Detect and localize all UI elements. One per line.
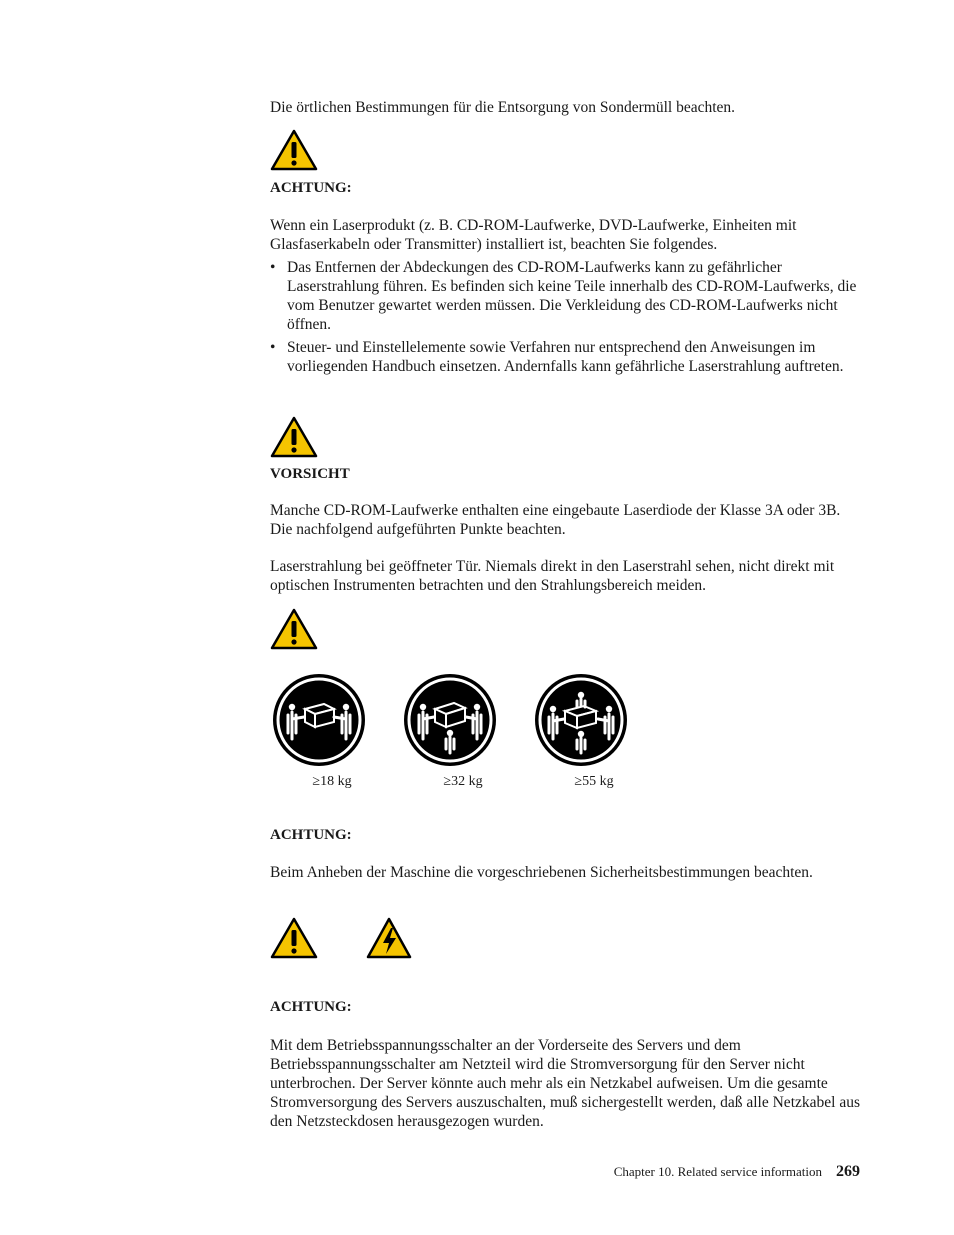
weight-label-32kg: ≥32 kg [443, 774, 483, 789]
weight-label-55kg: ≥55 kg [574, 774, 614, 789]
warning-triangle-icon [270, 917, 318, 959]
laser-bullet-list [270, 258, 860, 380]
warning-triangle-icon [270, 416, 318, 458]
laser-heading: ACHTUNG: [270, 180, 352, 196]
vorsicht-paragraph-1: Manche CD-ROM-Laufwerke enthalten eine eingebaute Laserdiode der Klasse 3A oder 3B. Die nachfolgend aufgeführten Punkte beachten. [270, 502, 841, 538]
laser-intro: Wenn ein Laserprodukt (z. B. CD-ROM-Laufwerke, DVD-Laufwerke, Einheiten mit Glasfaserkabeln oder Transmitter) installiert ist, beachten Sie folgendes. [270, 217, 797, 253]
four-person-lift-icon [534, 673, 628, 767]
warning-triangle-icon [270, 608, 318, 650]
page-number: 269 [836, 1163, 860, 1180]
page-footer [560, 1163, 860, 1181]
disposal-note: Die örtlichen Bestimmungen für die Entsorgung von Sondermüll beachten. [270, 99, 736, 116]
list-item: • Das Entfernen der Abdeckungen des CD-ROM-Laufwerks kann zu gefährlicher Laserstrahlung führen. Es befinden sich keine Teile innerhalb des CD-ROM-Laufwerks, die vom Benutzer gewartet werden müssen. Die Verkleidung des CD-ROM-Laufwerks nicht öffnen. [270, 259, 857, 333]
two-person-lift-icon [272, 673, 366, 767]
lifting-heading: ACHTUNG: [270, 827, 352, 843]
warning-triangle-icon [270, 129, 318, 171]
chapter-title: Chapter 10. Related service information [613, 1164, 822, 1179]
vorsicht-heading: VORSICHT [270, 466, 350, 482]
lifting-text: Beim Anheben der Maschine die vorgeschriebenen Sicherheitsbestimmungen beachten. [270, 864, 813, 881]
three-person-lift-icon [403, 673, 497, 767]
power-text: Mit dem Betriebsspannungsschalter an der Vorderseite des Servers und dem Betriebsspannungsschalter am Netzteil wird die Stromversorgung für den Server nicht unterbrochen. Der Server könnte auch mehr als ein Netzkabel aufweisen. Um die gesamte Stromversorgung des Servers auszuschalten, muß sichergestellt werden, daß alle Netzkabel aus den Netzsteckdosen herausgezogen wurden. [270, 1037, 860, 1130]
electrical-hazard-icon [366, 917, 412, 959]
weight-label-18kg: ≥18 kg [312, 774, 352, 789]
list-item: • Steuer- und Einstellelemente sowie Verfahren nur entsprechend den Anweisungen im vorliegenden Handbuch einsetzen. Andernfalls kann gefährliche Laserstrahlung auftreten. [270, 339, 844, 375]
power-heading: ACHTUNG: [270, 999, 352, 1015]
vorsicht-paragraph-2: Laserstrahlung bei geöffneter Tür. Niemals direkt in den Laserstrahl sehen, nicht direkt mit optischen Instrumenten betrachten und den Strahlungsbereich meiden. [270, 558, 835, 594]
